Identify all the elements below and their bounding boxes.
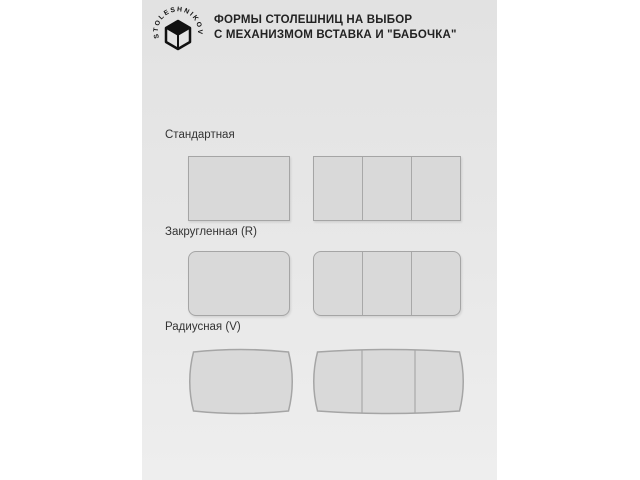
- row-label-standard: Стандартная: [165, 129, 235, 141]
- brand-logo-text: STOLESHNIKOV: [153, 6, 203, 40]
- tabletop-section: [411, 252, 460, 315]
- tabletop-section: [314, 252, 362, 315]
- tabletop-rounded-extended: [313, 251, 461, 316]
- page-title-line1: ФОРМЫ СТОЛЕШНИЦ НА ВЫБОР: [214, 14, 413, 26]
- content-card: [142, 0, 497, 480]
- tabletop-insert-section: [362, 157, 411, 220]
- tabletop-standard-single: [188, 156, 290, 221]
- tabletop-section: [314, 157, 362, 220]
- tabletop-insert-section: [362, 252, 411, 315]
- page-title-line2: С МЕХАНИЗМОМ ВСТАВКА И "БАБОЧКА": [214, 29, 457, 41]
- brand-logo: [153, 6, 203, 56]
- page-title: [214, 13, 457, 43]
- cube-icon: [166, 21, 190, 49]
- row-label-radius: Радиусная (V): [165, 321, 241, 333]
- row-label-rounded: Закругленная (R): [165, 226, 257, 238]
- tabletop-section: [411, 157, 460, 220]
- tabletop-rounded-single: [188, 251, 290, 316]
- tabletop-standard-extended: [313, 156, 461, 221]
- tabletop-radius-extended: [309, 346, 468, 417]
- tabletop-radius-single: [185, 346, 297, 417]
